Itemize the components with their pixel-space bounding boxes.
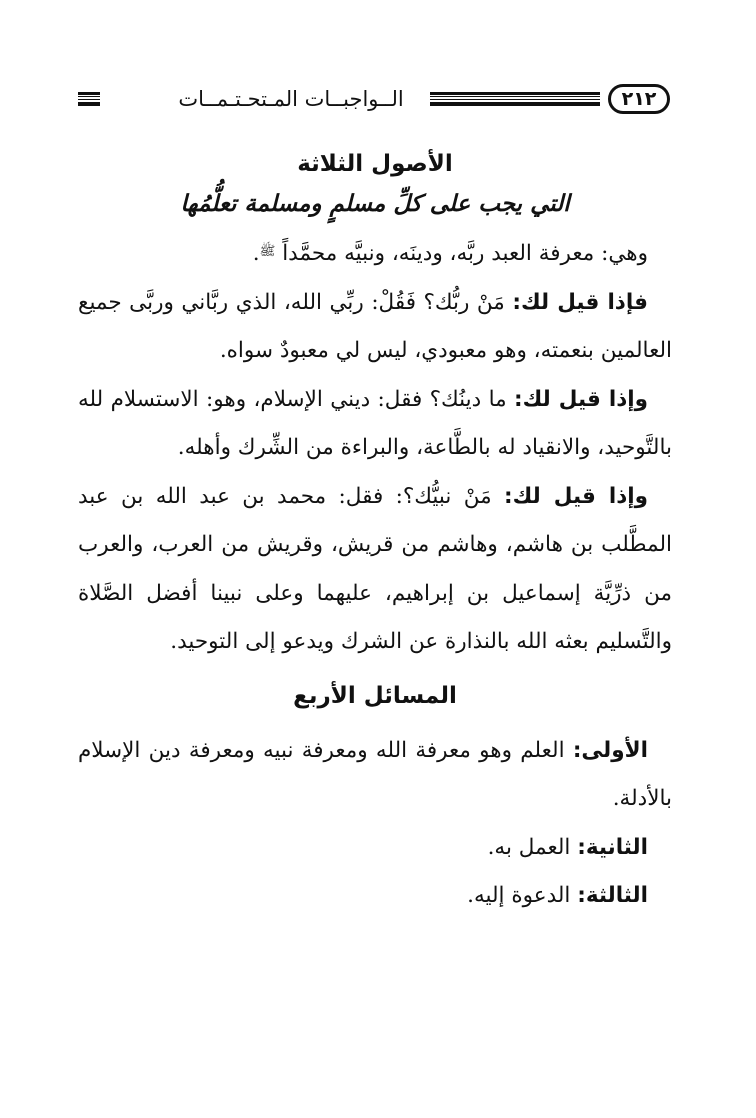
- header-rule-right: [430, 92, 600, 106]
- page-number: ٢١٢: [608, 84, 670, 114]
- running-title: الــواجبــات المـتحـتـمــات: [178, 87, 404, 111]
- text-prophet: مَنْ نبيُّك؟: فقل: محمد بن عبد الله بن عبد المطَّلب بن هاشم، وهاشم من قريش، وقريش من العرب، والعرب من ذرِّيَّة إسماعيل بن إبراهيم، عليهما وعلى نبينا أفضل الصَّلاة والتَّسليم بعثه الله بالنذارة عن الشرك ويدعو إلى التوحيد.: [78, 483, 672, 654]
- section-subtitle-usul: التي يجب على كلِّ مسلمٍ ومسلمة تعلُّمُها: [180, 190, 570, 217]
- intro-end: .: [252, 241, 260, 266]
- intro-text: وهي: معرفة العبد ربَّه، ودينَه، ونبيَّه محمَّداً: [282, 241, 648, 266]
- lead-lord: فإذا قيل لك:: [512, 289, 648, 315]
- header-rule-left: [78, 92, 100, 106]
- section-title-usul: الأصول الثلاثة: [297, 151, 453, 177]
- section-title-masail: المسائل الأربع: [293, 682, 457, 709]
- paragraph-lord: [78, 279, 672, 376]
- lead-religion: وإذا قيل لك:: [514, 386, 648, 412]
- intro-paragraph: [78, 228, 672, 279]
- honorific-glyph: ﷺ: [259, 244, 276, 259]
- point-second-text: العمل به.: [487, 834, 571, 860]
- text-lord: مَنْ ربُّك؟ فَقُلْ: ربِّي الله، الذي ربَّاني وربَّى جميع العالمين بنعمته، وهو معبودي، ليس لي معبودٌ سواه.: [78, 289, 672, 363]
- paragraph-prophet: [78, 473, 672, 667]
- point-second: [78, 824, 672, 873]
- point-third-text: الدعوة إليه.: [467, 883, 571, 908]
- point-third-label: الثالثة:: [577, 883, 648, 908]
- point-first: [78, 727, 672, 824]
- point-first-text: العلم وهو معرفة الله ومعرفة نبيه ومعرفة دين الإسلام بالأدلة.: [78, 737, 672, 811]
- point-second-label: الثانية:: [577, 834, 648, 860]
- text-religion: ما دينُك؟ فقل: ديني الإسلام، وهو: الاستسلام لله بالتَّوحيد، والانقياد له بالطَّاعة، والبراءة من الشِّرك وأهله.: [78, 386, 672, 460]
- point-first-label: الأولى:: [572, 737, 648, 763]
- page-content: [78, 146, 672, 921]
- paragraph-religion: [78, 376, 672, 473]
- point-third: [78, 872, 672, 921]
- page-header: [78, 82, 670, 116]
- lead-prophet: وإذا قيل لك:: [504, 483, 649, 509]
